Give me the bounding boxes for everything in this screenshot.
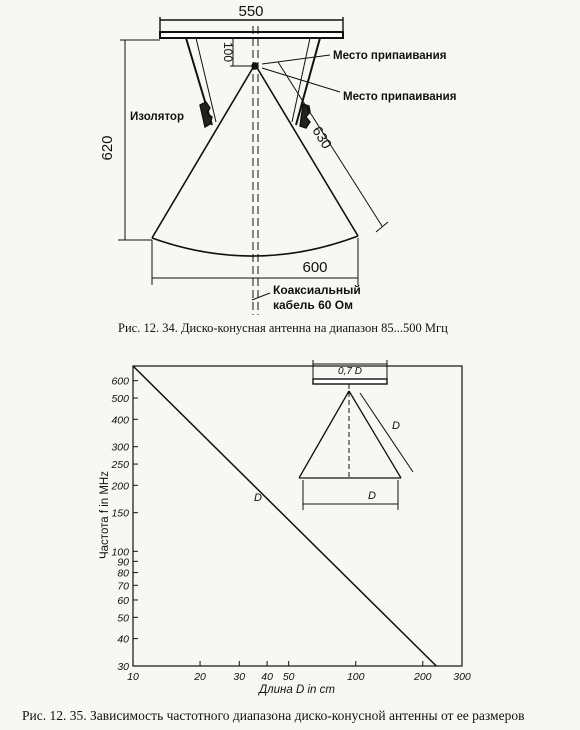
chart-ylabel: Частота f in MHz bbox=[99, 471, 111, 559]
label-solder-point-1: Место припаивания bbox=[333, 50, 447, 62]
y-tick-label: 50 bbox=[117, 612, 129, 625]
x-tick-label: 10 bbox=[127, 671, 139, 683]
x-tick-label: 30 bbox=[233, 671, 246, 683]
y-tick-label: 100 bbox=[111, 546, 129, 559]
y-tick-label: 30 bbox=[117, 661, 129, 673]
dim-height: 620 bbox=[99, 135, 116, 161]
y-tick-label: 80 bbox=[117, 567, 129, 580]
figure1-caption: Рис. 12. 34. Диско-конусная антенна на диапазон 85...500 Мгц bbox=[118, 321, 448, 335]
y-tick-label: 90 bbox=[117, 556, 129, 569]
y-tick-label: 600 bbox=[111, 375, 129, 388]
chart-inset-diagram bbox=[299, 360, 413, 510]
chart-curve-label: D bbox=[254, 492, 262, 504]
x-tick-label: 40 bbox=[261, 671, 273, 683]
inset-side-label: D bbox=[392, 420, 400, 432]
y-tick-label: 70 bbox=[117, 580, 129, 593]
x-tick-label: 20 bbox=[194, 671, 206, 683]
label-coax-line1: Коаксиальный bbox=[273, 283, 361, 297]
y-tick-label: 300 bbox=[111, 441, 129, 454]
x-tick-label: 100 bbox=[346, 671, 365, 683]
label-solder-point-2: Место припаивания bbox=[343, 91, 457, 103]
y-tick-label: 400 bbox=[111, 414, 129, 427]
chart-series-line bbox=[133, 366, 436, 666]
dim-top-width: 550 bbox=[238, 3, 264, 20]
antenna-disc bbox=[160, 32, 343, 38]
x-tick-label: 200 bbox=[414, 671, 432, 683]
x-tick-label: 50 bbox=[282, 671, 295, 683]
chart-xlabel: Длина D in cm bbox=[259, 684, 335, 696]
dim-slant: 630 bbox=[309, 123, 336, 152]
label-insulator: Изолятор bbox=[130, 111, 184, 123]
insulator-left bbox=[200, 102, 212, 127]
y-tick-label: 60 bbox=[117, 594, 129, 607]
y-tick-label: 500 bbox=[111, 393, 129, 406]
inset-top-label: 0,7 D bbox=[338, 366, 362, 377]
chart-plot-area bbox=[133, 366, 462, 666]
dim-bottom-width: 600 bbox=[302, 259, 328, 276]
y-tick-label: 250 bbox=[111, 459, 129, 472]
y-tick-label: 150 bbox=[111, 507, 129, 520]
label-coax-line2: кабель 60 Ом bbox=[273, 298, 353, 312]
cone-base bbox=[152, 236, 358, 256]
inset-bottom-label: D bbox=[368, 490, 376, 502]
y-tick-label: 40 bbox=[117, 633, 129, 646]
y-tick-label: 200 bbox=[111, 480, 129, 493]
figure2-caption: Рис. 12. 35. Зависимость частотного диапазона диско-конусной антенны от ее размеров bbox=[22, 708, 525, 723]
dim-top-gap: 100 bbox=[221, 41, 235, 63]
x-tick-label: 300 bbox=[453, 671, 471, 683]
